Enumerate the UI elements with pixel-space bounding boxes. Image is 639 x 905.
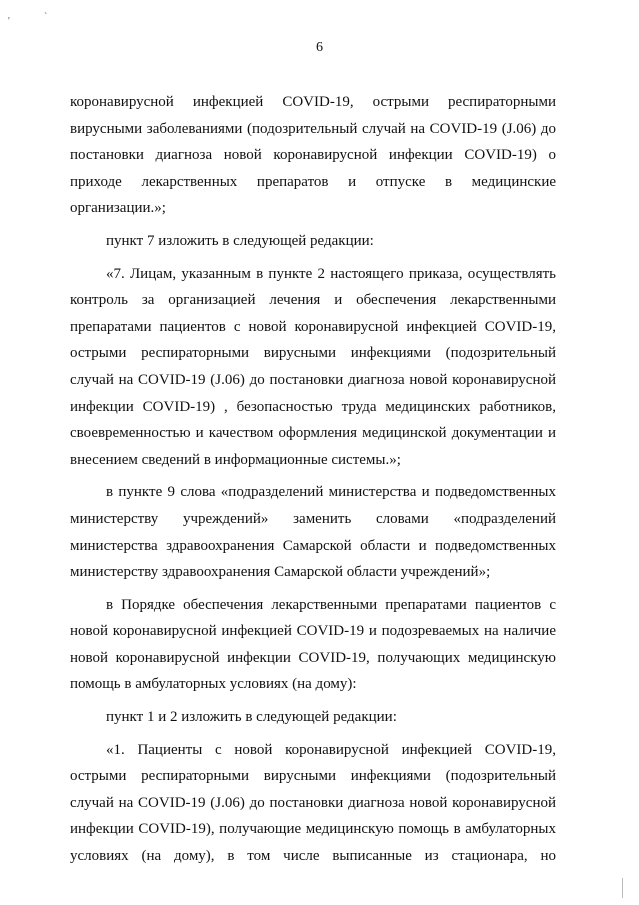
paragraph-points1-2-instruction: пункт 1 и 2 изложить в следующей редакции: bbox=[106, 709, 397, 726]
paragraph-point7-text: «7. Лицам, указанным в пункте 2 настоящего приказа, осуществлять контроль за организацией лечения и обеспечения лекарственными препаратами пациентов с новой коронавирусной инфекцией COVID-19, острыми респираторными вирусными инфекциями (подозрительный случай на COVID-19 (J.06) до постановки диагноза новой коронавирусной инфекции COVID-19) , безопасностью труда медицинских работников, своевременностью и качеством оформления медицинской документации и внесением сведений в информационные системы.»; bbox=[70, 265, 556, 468]
paragraph-procedure-intro: в Порядке обеспечения лекарственными препаратами пациентов с новой коронавирусной инфекцией COVID-19 и подозреваемых на наличие новой коронавирусной инфекции COVID-19, получающих медицинскую помощь в амбулаторных условиях (на дому): bbox=[70, 596, 556, 693]
paragraph-point7-instruction: пункт 7 изложить в следующей редакции: bbox=[106, 232, 374, 249]
document-body bbox=[70, 89, 556, 876]
scan-speck: ' bbox=[8, 16, 10, 27]
paragraph-point1-text: «1. Пациенты с новой коронавирусной инфекцией COVID-19, острыми респираторными вирусными инфекциями (подозрительный случай на COVID-19 (J.06) до постановки диагноза новой коронавирусной инфекции COVID-19), получающие медицинскую помощь в амбулаторных условиях (на дому), в том числе выписанные из стационара, но bbox=[70, 741, 556, 865]
scan-edge-line bbox=[622, 878, 623, 898]
page-number: 6 bbox=[316, 40, 323, 55]
scan-speck: ` bbox=[44, 12, 48, 23]
paragraph-point9-change: в пункте 9 слова «подразделений министерства и подведомственных министерству учреждений» заменить словами «подразделений министерства здравоохранения Самарской области и подведомственных министерству здравоохранения Самарской области учреждений»; bbox=[70, 484, 556, 581]
paragraph-intro-continuation: коронавирусной инфекцией COVID-19, острыми респираторными вирусными заболеваниями (подозрительный случай на COVID-19 (J.06) до постановки диагноза новой коронавирусной инфекции COVID-19) о приходе лекарственных препаратов и отпуске в медицинские организации.»; bbox=[70, 94, 556, 217]
